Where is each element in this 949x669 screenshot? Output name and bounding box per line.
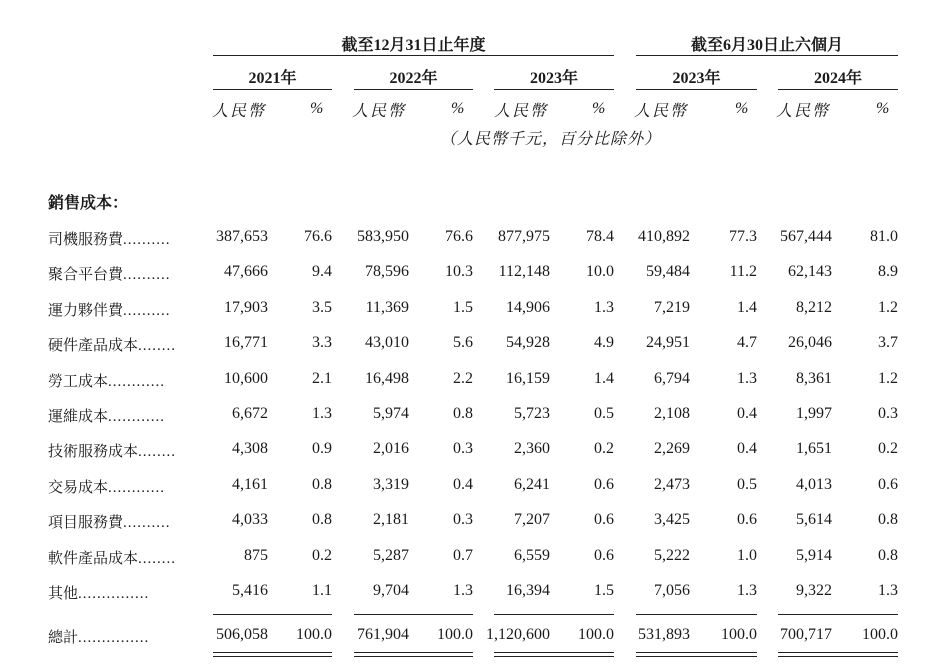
currency-label-0: 人民幣: [212, 103, 267, 120]
table-row-3-value-9: 3.7: [878, 334, 898, 351]
table-row-total-label-wrap: [48, 626, 149, 647]
table-row-0-value-0: 387,653: [216, 228, 268, 245]
table-row-8-label: 項目服務費: [48, 513, 124, 531]
table-row-1-value-8: 62,143: [788, 263, 832, 280]
table-row-1-value-3: 10.3: [445, 263, 473, 280]
header-year-0: 2021年: [248, 70, 297, 87]
table-row-total-value-8: 700,717: [780, 626, 832, 643]
table-row-0-value-3: 76.6: [445, 228, 473, 245]
table-row-7-label: 交易成本: [48, 478, 109, 496]
table-row-1-leader-dots: ..........: [123, 267, 171, 283]
table-row-2-value-8: 8,212: [796, 299, 832, 316]
table-row-7-value-6: 2,473: [654, 476, 690, 493]
percent-label-4: %: [876, 100, 890, 117]
table-row-8-value-3: 0.3: [453, 511, 473, 528]
table-row-1-label: 聚合平台費: [48, 265, 124, 283]
table-row-7-value-2: 3,319: [373, 476, 409, 493]
table-row-8-value-6: 3,425: [654, 511, 690, 528]
table-row-10-value-6: 7,056: [654, 582, 690, 599]
table-row-total-value-0: 506,058: [216, 626, 268, 643]
table-row-0-value-8: 567,444: [780, 228, 832, 245]
currency-label-3: 人民幣: [634, 103, 689, 120]
header-year-2: 2023年: [529, 70, 578, 87]
table-row-1-value-0: 47,666: [224, 263, 268, 280]
rule-year-2: [494, 89, 614, 90]
table-row-6-value-0: 4,308: [232, 440, 268, 457]
table-row-total-value-2: 761,904: [357, 626, 409, 643]
table-row-7-value-1: 0.8: [312, 476, 332, 493]
table-row-0-value-5: 78.4: [586, 228, 614, 245]
table-row-6-value-7: 0.4: [737, 440, 757, 457]
rule-subtotal-3: [636, 614, 757, 615]
table-row-0-leader-dots: ..........: [123, 232, 171, 248]
table-row-9-value-0: 875: [244, 547, 268, 564]
table-row-2-value-5: 1.3: [594, 299, 614, 316]
table-row-3-value-8: 26,046: [788, 334, 832, 351]
table-row-7-value-3: 0.4: [453, 476, 473, 493]
rule-total-double-2: [494, 652, 614, 657]
table-row-5-value-8: 1,997: [796, 405, 832, 422]
rule-subtotal-0: [213, 614, 332, 615]
currency-label-1: 人民幣: [352, 103, 407, 120]
table-row-2-label: 運力夥伴費: [48, 301, 124, 319]
table-row-total-value-3: 100.0: [437, 626, 473, 643]
table-row-4-value-2: 16,498: [365, 370, 409, 387]
rule-year-1: [354, 89, 473, 90]
table-row-6-value-6: 2,269: [654, 440, 690, 457]
table-row-10-label: 其他: [48, 584, 79, 602]
table-row-0-value-1: 76.6: [304, 228, 332, 245]
table-row-1-label-wrap: [48, 263, 171, 284]
table-row-4-value-6: 6,794: [654, 370, 690, 387]
table-row-2-label-wrap: [48, 299, 171, 320]
table-row-4-leader-dots: ............: [108, 374, 166, 390]
table-row-4-value-3: 2.2: [453, 370, 473, 387]
currency-label-2: 人民幣: [494, 103, 549, 120]
table-row-8-label-wrap: [48, 511, 171, 532]
table-row-10-value-1: 1.1: [312, 582, 332, 599]
table-row-3-label-wrap: [48, 334, 176, 355]
table-row-2-value-3: 1.5: [453, 299, 473, 316]
table-row-4-value-4: 16,159: [506, 370, 550, 387]
table-row-8-value-4: 7,207: [514, 511, 550, 528]
percent-label-0: %: [310, 100, 324, 117]
table-row-10-value-9: 1.3: [878, 582, 898, 599]
table-row-4-value-0: 10,600: [224, 370, 268, 387]
table-row-8-value-9: 0.8: [878, 511, 898, 528]
table-row-3-value-0: 16,771: [224, 334, 268, 351]
table-row-9-value-9: 0.8: [878, 547, 898, 564]
rule-total-double-0: [213, 652, 332, 657]
table-row-2-value-0: 17,903: [224, 299, 268, 316]
table-row-5-value-3: 0.8: [453, 405, 473, 422]
table-row-0-label-wrap: [48, 228, 171, 249]
table-row-8-value-1: 0.8: [312, 511, 332, 528]
table-row-10-value-7: 1.3: [737, 582, 757, 599]
table-row-6-value-4: 2,360: [514, 440, 550, 457]
table-row-6-value-9: 0.2: [878, 440, 898, 457]
table-row-1-value-2: 78,596: [365, 263, 409, 280]
table-row-10-value-2: 9,704: [373, 582, 409, 599]
table-row-8-leader-dots: ..........: [123, 515, 171, 531]
table-row-5-value-5: 0.5: [594, 405, 614, 422]
table-row-6-leader-dots: ........: [138, 444, 177, 460]
table-row-3-value-4: 54,928: [506, 334, 550, 351]
table-row-5-value-1: 1.3: [312, 405, 332, 422]
table-row-1-value-5: 10.0: [586, 263, 614, 280]
table-row-0-value-6: 410,892: [638, 228, 690, 245]
table-row-10-value-4: 16,394: [506, 582, 550, 599]
table-row-9-value-6: 5,222: [654, 547, 690, 564]
table-row-10-value-5: 1.5: [594, 582, 614, 599]
table-row-total-label: 總計: [48, 628, 79, 646]
table-row-8-value-7: 0.6: [737, 511, 757, 528]
table-row-3-value-2: 43,010: [365, 334, 409, 351]
rule-year-3: [636, 89, 757, 90]
header-year-1: 2022年: [389, 70, 438, 87]
table-row-9-value-4: 6,559: [514, 547, 550, 564]
rule-year-0: [213, 89, 332, 90]
table-row-total-value-5: 100.0: [578, 626, 614, 643]
table-row-2-leader-dots: ..........: [123, 303, 171, 319]
table-row-3-value-7: 4.7: [737, 334, 757, 351]
table-row-2-value-2: 11,369: [365, 299, 409, 316]
percent-label-3: %: [735, 100, 749, 117]
table-row-6-value-8: 1,651: [796, 440, 832, 457]
rule-total-double-1: [354, 652, 473, 657]
table-row-6-value-3: 0.3: [453, 440, 473, 457]
table-row-8-value-8: 5,614: [796, 511, 832, 528]
table-row-9-value-5: 0.6: [594, 547, 614, 564]
percent-label-1: %: [451, 100, 465, 117]
table-row-6-value-5: 0.2: [594, 440, 614, 457]
table-row-6-label: 技術服務成本: [48, 442, 139, 460]
table-row-10-value-3: 1.3: [453, 582, 473, 599]
table-row-7-value-7: 0.5: [737, 476, 757, 493]
table-row-3-value-3: 5.6: [453, 334, 473, 351]
table-row-2-value-1: 3.5: [312, 299, 332, 316]
table-row-1-value-9: 8.9: [878, 263, 898, 280]
table-row-9-leader-dots: ........: [138, 551, 177, 567]
table-row-9-value-3: 0.7: [453, 547, 473, 564]
table-row-7-value-0: 4,161: [232, 476, 268, 493]
table-row-total-value-1: 100.0: [296, 626, 332, 643]
table-row-0-value-7: 77.3: [729, 228, 757, 245]
rule-group-fiscal-year: [213, 55, 614, 56]
rule-subtotal-1: [354, 614, 473, 615]
table-row-2-value-9: 1.2: [878, 299, 898, 316]
table-row-1-value-1: 9.4: [312, 263, 332, 280]
table-row-total-value-7: 100.0: [721, 626, 757, 643]
header-group-fiscal-year: 截至12月31日止年度: [341, 37, 486, 54]
table-row-5-value-6: 2,108: [654, 405, 690, 422]
table-row-9-label: 軟件產品成本: [48, 549, 139, 567]
table-row-6-value-2: 2,016: [373, 440, 409, 457]
rule-total-double-4: [778, 652, 898, 657]
table-row-5-value-2: 5,974: [373, 405, 409, 422]
header-year-3: 2023年: [672, 70, 721, 87]
table-row-9-value-1: 0.2: [312, 547, 332, 564]
rule-subtotal-2: [494, 614, 614, 615]
table-row-5-value-9: 0.3: [878, 405, 898, 422]
table-row-10-value-8: 9,322: [796, 582, 832, 599]
rule-group-six-months: [636, 55, 898, 56]
table-row-6-label-wrap: [48, 440, 176, 461]
table-row-8-value-5: 0.6: [594, 511, 614, 528]
currency-label-4: 人民幣: [776, 103, 831, 120]
table-row-4-label: 勞工成本: [48, 372, 109, 390]
rule-total-double-3: [636, 652, 757, 657]
rule-year-4: [778, 89, 898, 90]
table-row-5-label-wrap: [48, 405, 165, 426]
rule-subtotal-4: [778, 614, 898, 615]
table-row-10-label-wrap: [48, 582, 149, 603]
table-row-2-value-4: 14,906: [506, 299, 550, 316]
table-row-9-value-7: 1.0: [737, 547, 757, 564]
table-row-3-value-5: 4.9: [594, 334, 614, 351]
unit-note: （人民幣千元，百分比除外）: [440, 131, 662, 148]
percent-label-2: %: [592, 100, 606, 117]
table-row-5-value-4: 5,723: [514, 405, 550, 422]
table-row-3-value-1: 3.3: [312, 334, 332, 351]
table-row-5-value-7: 0.4: [737, 405, 757, 422]
table-row-4-label-wrap: [48, 370, 165, 391]
table-row-5-label: 運維成本: [48, 407, 109, 425]
table-row-total-value-4: 1,120,600: [486, 626, 550, 643]
section-title: 銷售成本：: [48, 193, 129, 212]
table-row-1-value-6: 59,484: [646, 263, 690, 280]
table-row-5-leader-dots: ............: [108, 409, 166, 425]
table-row-1-value-7: 11.2: [729, 263, 757, 280]
table-row-4-value-1: 2.1: [312, 370, 332, 387]
table-row-2-value-7: 1.4: [737, 299, 757, 316]
table-row-4-value-8: 8,361: [796, 370, 832, 387]
table-row-4-value-7: 1.3: [737, 370, 757, 387]
table-row-2-value-6: 7,219: [654, 299, 690, 316]
table-row-9-label-wrap: [48, 547, 176, 568]
table-row-10-leader-dots: ...............: [78, 586, 150, 602]
table-row-4-value-5: 1.4: [594, 370, 614, 387]
table-row-total-value-6: 531,893: [638, 626, 690, 643]
table-row-total-value-9: 100.0: [862, 626, 898, 643]
table-row-3-leader-dots: ........: [138, 338, 177, 354]
table-row-3-label: 硬件產品成本: [48, 336, 139, 354]
table-row-0-value-2: 583,950: [357, 228, 409, 245]
table-row-10-value-0: 5,416: [232, 582, 268, 599]
table-row-8-value-0: 4,033: [232, 511, 268, 528]
table-row-7-value-8: 4,013: [796, 476, 832, 493]
table-row-4-value-9: 1.2: [878, 370, 898, 387]
header-year-4: 2024年: [813, 70, 862, 87]
table-row-7-value-9: 0.6: [878, 476, 898, 493]
table-row-9-value-8: 5,914: [796, 547, 832, 564]
table-row-7-value-5: 0.6: [594, 476, 614, 493]
table-row-1-value-4: 112,148: [498, 263, 550, 280]
table-row-0-value-4: 877,975: [498, 228, 550, 245]
table-row-3-value-6: 24,951: [646, 334, 690, 351]
table-row-7-label-wrap: [48, 476, 165, 497]
table-row-0-label: 司機服務費: [48, 230, 124, 248]
header-group-six-months: 截至6月30日止六個月: [690, 37, 843, 54]
table-row-9-value-2: 5,287: [373, 547, 409, 564]
table-row-7-leader-dots: ............: [108, 480, 166, 496]
table-row-5-value-0: 6,672: [232, 405, 268, 422]
table-row-8-value-2: 2,181: [373, 511, 409, 528]
table-row-6-value-1: 0.9: [312, 440, 332, 457]
table-row-0-value-9: 81.0: [870, 228, 898, 245]
table-row-7-value-4: 6,241: [514, 476, 550, 493]
table-row-total-leader-dots: ...............: [78, 630, 150, 646]
